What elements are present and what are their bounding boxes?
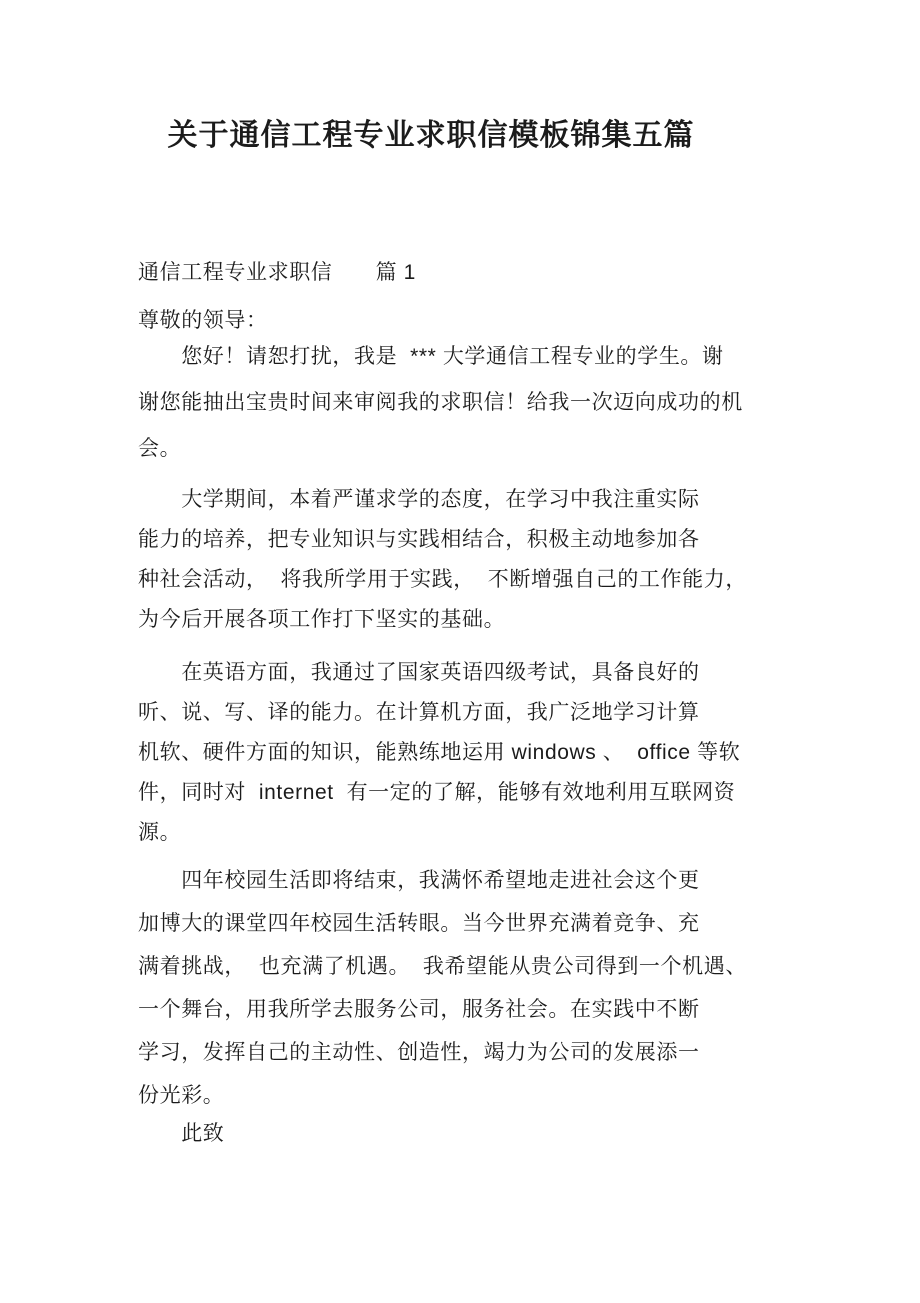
text-line: 听、说、写、译的能力。在计算机方面，我广泛地学习计算 bbox=[138, 701, 700, 724]
paragraph-english-computer-skills bbox=[138, 653, 838, 853]
text-line: 一个舞台，用我所学去服务公司，服务社会。在实践中不断 bbox=[138, 998, 700, 1021]
text-line: 件，同时对 internet 有一定的了解，能够有效地利用互联网资 bbox=[138, 781, 736, 804]
text-line: 谢您能抽出宝贵时间来审阅我的求职信！给我一次迈向成功的机 bbox=[138, 391, 743, 414]
paragraph-university-experience bbox=[138, 480, 838, 640]
text-line: 会。 bbox=[138, 437, 182, 460]
text-line: 为今后开展各项工作打下坚实的基础。 bbox=[138, 608, 506, 631]
text-line: 大学期间，本着严谨求学的态度，在学习中我注重实际 bbox=[138, 488, 700, 511]
section-heading: 通信工程专业求职信 篇 1 bbox=[138, 261, 416, 284]
paragraph-greeting bbox=[138, 334, 838, 472]
text-line: 机软、硬件方面的知识，能熟练地运用 windows 、 office 等软 bbox=[138, 741, 741, 764]
salutation-line: 尊敬的领导： bbox=[138, 309, 268, 332]
text-line: 满着挑战， 也充满了机遇。 我希望能从贵公司得到一个机遇、 bbox=[138, 955, 747, 978]
closing-phrase bbox=[138, 1119, 838, 1149]
text-line: 源。 bbox=[138, 821, 182, 844]
text-line: 种社会活动， 将我所学用于实践， 不断增强自己的工作能力， bbox=[138, 568, 747, 591]
document-title: 关于通信工程专业求职信模板锦集五篇 bbox=[167, 119, 695, 152]
text-line: 学习，发挥自己的主动性、创造性，竭力为公司的发展添一 bbox=[138, 1041, 700, 1064]
text-line: 份光彩。 bbox=[138, 1084, 225, 1107]
text-line: 加博大的课堂四年校园生活转眼。当今世界充满着竞争、充 bbox=[138, 912, 700, 935]
paragraph-career-aspiration bbox=[138, 859, 838, 1117]
text-line: 您好！请恕打扰，我是 *** 大学通信工程专业的学生。谢 bbox=[138, 345, 724, 368]
text-line: 四年校园生活即将结束，我满怀希望地走进社会这个更 bbox=[138, 869, 700, 892]
text-line: 能力的培养，把专业知识与实践相结合，积极主动地参加各 bbox=[138, 528, 700, 551]
text-line: 此致 bbox=[138, 1122, 225, 1145]
text-line: 在英语方面，我通过了国家英语四级考试，具备良好的 bbox=[138, 661, 700, 684]
